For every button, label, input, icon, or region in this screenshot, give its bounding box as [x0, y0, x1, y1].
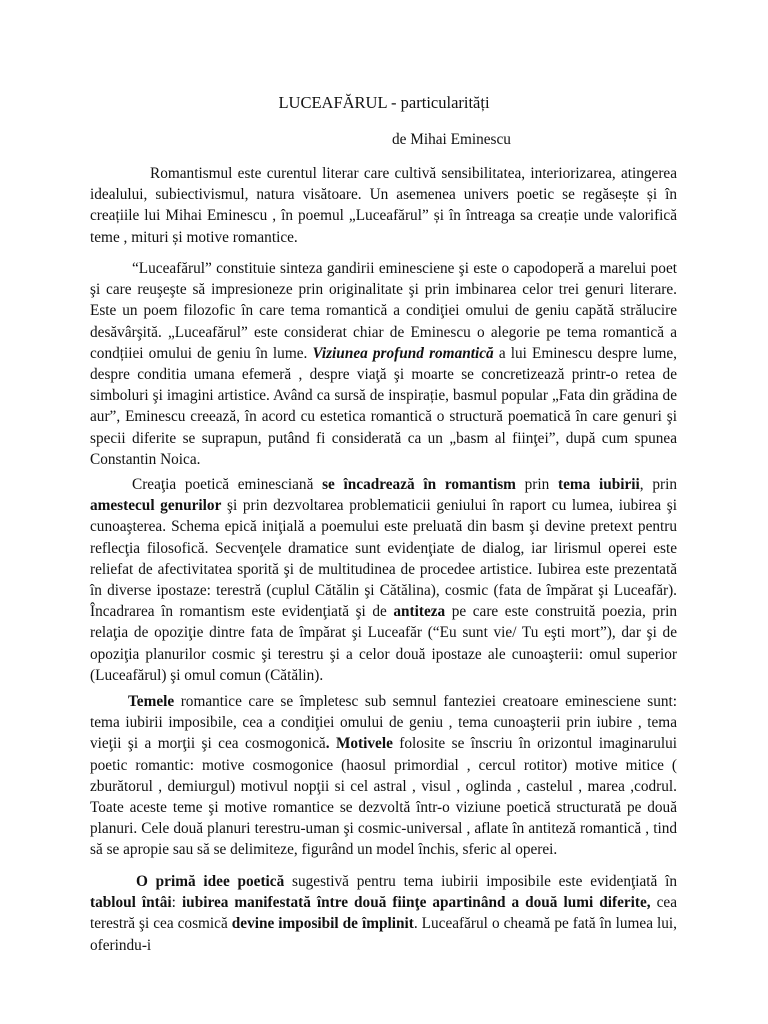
text-run: pe care este construită poezia, prin relaţia de opoziţie dintre fata de împărat şi Luceafăr (“Eu sunt vie/ Tu eşti mort”), dar şi de opoziţia planurilor cosmic şi terestru şi a celor două ipostaze ale cunoaşterii: omul superior (Luceafărul) şi omul comun (Cătălin).	[90, 603, 677, 684]
paragraph-themes	[90, 691, 677, 861]
text-run: , prin	[639, 476, 677, 493]
text-run: folosite se înscriu în orizontul imaginarului poetic romantic: motive cosmogonice (haosul primordial , cercul rotitor) motive mitice ( zburătorul , demiurgul) motivul nopţii si cel astral , visul , oglinda , castelul , marea ,codrul. Toate aceste teme şi motive romantice se dezvoltă într-o viziune poetică structurată pe două planuri. Cele două planuri terestru-uman şi cosmic-universal , aflate în antiteză romantică , tind să se apropie sau să se delimiteze, figurând un model închis, sferic al operei.	[90, 735, 677, 859]
author-line: de Mihai Eminescu	[392, 131, 511, 148]
text-run: Romantismul este curentul literar care cultivă sensibilitatea, interiorizarea, atingerea idealului, subiectivismul, natura visătoare. Un asemenea univers poetic se regăsește și în creațiile lui Mihai Eminescu , în poemul „Luceafărul” și în întreaga sa creație unde valorifică teme , mituri și motive romantice.	[90, 165, 677, 246]
emphasis-run: se încadrează în romantism	[322, 476, 516, 493]
text-run: a lui Eminescu despre lume, despre conditia umana efemeră , despre viaţă şi moarte se concretizează printr-o retea de simboluri şi imagini artistice. Având ca sursă de inspirație, basmul popular „Fata din grădina de aur”, Eminescu creează, în acord cu estetica romantică o structură poematică în care genuri şi specii diferite se suprapun, putând fi considerată ca un „basm al fiinţei”, după cum spunea Constantin Noica.	[90, 344, 678, 468]
emphasis-run: devine imposibil de împlinit	[231, 915, 414, 933]
paragraph-intro	[90, 163, 677, 248]
text-run: sugestivă pentru tema iubirii imposibile este evidenţiată în	[284, 873, 677, 890]
text-run: şi prin dezvoltarea problematicii geniului în raport cu lumea, iubirea şi cunoaşterea. Schema epică iniţială a poemului este preluată din basm şi devine pretext pentru reflecţia filosofică. Secvenţele dramatice sunt evidenţiate de dialog, iar lirismul operei este reliefat de afectivitatea sporită şi de multitudinea de procedee artistice. Iubirea este prezentată în diverse ipostaze: terestră (cuplul Cătălin şi Cătălina), cosmic (fata de împărat şi Luceafăr). Încadrarea în romantism este evidenţiată şi de	[90, 497, 677, 621]
text-run: romantice care se împletesc sub semnul fanteziei creatoare eminesciene sunt: tema iubirii imposibile, cea a condiţiei omului de geniu , tema cunoaşterii prin iubire , tema vieţii şi a morţii şi cea cosmogonică	[90, 693, 677, 753]
document-title: LUCEAFĂRUL - particularități	[278, 93, 490, 112]
text-run: prin	[515, 476, 558, 493]
emphasis-run: Temele	[128, 693, 175, 710]
text-run: Creaţia poetică eminesciană	[132, 476, 323, 493]
emphasis-run: Motivele	[335, 735, 393, 753]
emphasis-run: antiteza	[393, 603, 446, 621]
text-run: cea terestră şi cea cosmică	[90, 894, 678, 933]
paragraph-synthesis	[90, 258, 677, 470]
text-run: :	[171, 894, 182, 912]
emphasis-run: .	[325, 735, 330, 753]
emphasis-run: tema iubirii	[558, 476, 640, 493]
text-run: . Luceafărul o cheamă pe fată în lumea lui, oferindu-i	[90, 915, 678, 954]
emphasis-run: Viziunea profund romantică	[312, 344, 494, 362]
emphasis-run: iubirea manifestată între două fiinţe apartinând a două lumi diferite,	[181, 894, 651, 912]
emphasis-run: tabloul întâi	[90, 894, 172, 912]
paragraph-romanticism	[90, 474, 677, 686]
paragraph-first-idea	[90, 871, 677, 956]
emphasis-run: O primă idee poetică	[136, 873, 285, 890]
emphasis-run: amestecul genurilor	[90, 497, 222, 515]
text-run: “Luceafărul” constituie sinteza gandirii eminesciene şi este o capodoperă a marelui poet şi care reuşeşte să impresioneze prin originalitate şi prin imbinarea celor trei genuri literare. Este un poem filozofic în care tema romantică a condiţiei omului de geniu capătă strălucire desăvârşită. „Luceafărul” este considerat chiar de Eminescu o alegorie pe tema romantică a condțiiei omului de geniu în lume.	[90, 260, 677, 362]
